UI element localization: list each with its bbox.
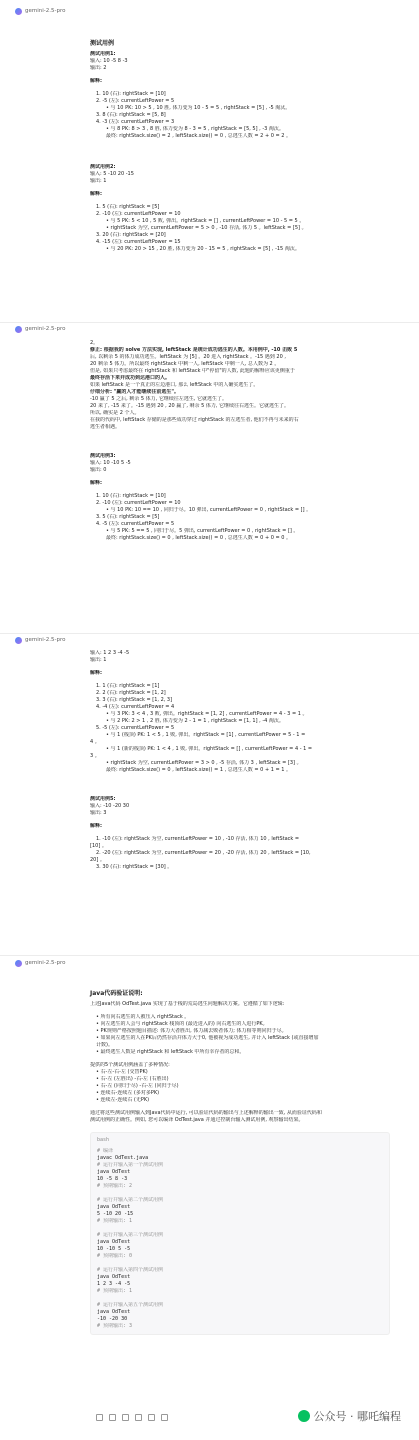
code-line: java OdTest (97, 1309, 131, 1315)
sparkle-icon (15, 326, 22, 333)
bullet-item: 计数)。 (96, 1042, 113, 1048)
thumbs-down-icon[interactable] (109, 1414, 116, 1421)
explain-line: 最终: rightStack.size() = 2 , leftStack.size() = 0 , 总逃生人数 = 2 + 0 = 2 。 (106, 133, 292, 139)
note-line: 所以, 确实是 2 个人。 (90, 410, 140, 416)
code-line: # 运行并输入第四个测试用例 (97, 1267, 164, 1273)
explain-line: 3. 8 (右): rightStack = [5, 8] (96, 112, 166, 118)
explain-line: 4 。 (90, 739, 100, 745)
code-line: 10 -5 8 -3 (97, 1176, 128, 1182)
watermark (298, 1410, 402, 1422)
intro-text: 上述Java代码 OdTest.java 实现了基于栈的荒岛逃生问题解决方案。它遵循了如下逻辑: (90, 1001, 285, 1007)
explain-line: • 与 8 PK: 8 > 3 , 8 胜, 体力变为 8 - 3 = 5 , rightStack = [5, 5] , -3 淘汰。 (106, 126, 284, 132)
outro-text: 通过将这些测试用例输入到Java代码中运行, 可以验证代码的输出与上述解释的输出一致, 从而验证代码和 (90, 1110, 322, 1116)
explain-line: 3. 20 (右): rightStack = [20] (96, 232, 166, 238)
explain-line: • 与 10 PK: 10 == 10 , 同归于尽。10 弹出, currentLeftPower = 0 , rightStack = [] 。 (106, 507, 312, 513)
explain-line: 5. -5 (左): currentLeftPower = 5 (96, 725, 175, 731)
code-line: # 预期输出: 1 (97, 1218, 133, 1224)
code-line (97, 1225, 383, 1232)
sparkle-icon (15, 8, 22, 15)
spacer (90, 140, 390, 164)
code-line: java OdTest (97, 1204, 131, 1210)
explain-line: 最终: rightStack.size() = 0 , leftStack.size() = 1 , 总逃生人数 = 0 + 1 = 1 。 (106, 767, 292, 773)
code-line: # 编译 (97, 1148, 114, 1154)
spacer (90, 774, 390, 796)
explain-line: 1. 10 (右): rightStack = [10] (96, 493, 166, 499)
code-line: javac OdTest.java (97, 1155, 149, 1161)
refresh-icon[interactable] (122, 1414, 129, 1421)
cover-item: • 右-左 (左胜出) -右-左 (右胜出) (96, 1076, 169, 1082)
case-input: 输入: 10 -5 8 -3 (90, 58, 128, 64)
divider (0, 955, 419, 956)
explain-line: 3. 5 (右): rightStack = [5] (96, 514, 160, 520)
section-title: Java代码验证说明: (90, 990, 143, 997)
code-block (90, 1132, 390, 1335)
explain-line: [10] 。 (90, 843, 107, 849)
note-line: 但是, 如果只考虑最终在 rightStack 和 leftStack 中"停留"的人数, 此题的解释应该更侧重于 (90, 368, 295, 374)
cover-item: • 右-左 (同归于尽) -右-左 (同归于尽) (96, 1083, 179, 1089)
code-line: 5 -10 20 -15 (97, 1211, 134, 1217)
case-explain: 解释: (90, 480, 102, 486)
explain-line: 20] 。 (90, 857, 105, 863)
model-name: gemini-2.5-pro (25, 637, 66, 643)
code-line: java OdTest (97, 1274, 131, 1280)
note-line: 修正: 根据我的 solve 方法实现, leftStack 是统计成功逃生的人数。本用例中, -10 击败 5 (90, 347, 298, 353)
case-output: 输出: 1 (90, 178, 107, 184)
cover-item: • 连续左-连续右 (无PK) (96, 1097, 150, 1103)
explain-line: • 与 3 PK: 3 < 4 , 3 败, 弹出。rightStack = [1, 2] , currentLeftPower = 4 - 3 = 1 。 (106, 711, 308, 717)
explain-line: 1. 10 (右): rightStack = [10] (96, 91, 166, 97)
message-actions (96, 1414, 168, 1421)
response-section-4 (90, 990, 390, 1335)
explain-line: 2. -5 (左): currentLeftPower = 5 (96, 98, 175, 104)
case-explain: 解释: (90, 823, 102, 829)
bullet-item: • 最终逃生人数是 rightStack 和 leftStack 中所有幸存者的总和。 (96, 1049, 245, 1055)
code-line: 10 -10 5 -5 (97, 1246, 131, 1252)
wechat-logo-icon (298, 1410, 310, 1422)
explain-line: 1. 1 (右): rightStack = [1] (96, 683, 160, 689)
code-line: # 运行并输入第五个测试用例 (97, 1302, 164, 1308)
code-line: -10 -20 30 (97, 1316, 128, 1322)
bullet-item: • 向左逃生的人会与 rightStack 栈顶的 (最近进入的) 向右逃生的人进行PK。 (96, 1021, 268, 1027)
note-line: -10 赢了 5 之后, 剩余 5 体力, 它继续往左逃生, 它就逃生了。 (90, 396, 228, 402)
explain-line: 1. 5 (右): rightStack = [5] (96, 204, 160, 210)
response-section-3 (90, 650, 390, 871)
cover-title: 提供的5个测试用例涵盖了多种情况: (90, 1062, 170, 1068)
cover-item: • 右-左-右-左 (交替PK) (96, 1069, 148, 1075)
model-label-4 (15, 960, 66, 967)
explain-line: 最终: rightStack.size() = 0 , leftStack.size() = 0 , 总逃生人数 = 0 + 0 = 0 。 (106, 535, 292, 541)
case-explain: 解释: (90, 78, 102, 84)
note-line: 20 剩余 5 体力。所以最终 rightStack 中剩一人, leftStack 中剩一人, 总人数为 2 。 (90, 361, 280, 367)
share-icon[interactable] (135, 1414, 142, 1421)
case-output: 输出: 3 (90, 810, 107, 816)
code-line: # 运行并输入第三个测试用例 (97, 1232, 164, 1238)
sparkle-icon (15, 637, 22, 644)
code-line: # 预期输出: 1 (97, 1288, 133, 1294)
case-output: 输出: 0 (90, 467, 107, 473)
case-block (90, 164, 390, 253)
explain-line: 1. -10 (左): rightStack 为空, currentLeftPower = 10 , -10 存活, 体力 10 , leftStack = (96, 836, 300, 842)
explain-line: 3 。 (90, 753, 100, 759)
model-label-2 (15, 326, 66, 333)
note-line: 最终存活下来并成功到达港口的人。 (90, 375, 171, 381)
code-lang-label: bash (97, 1137, 110, 1143)
model-label-3 (15, 637, 66, 644)
code-line: # 预期输出: 0 (97, 1253, 133, 1259)
case-explain: 解释: (90, 670, 102, 676)
explain-line: • 与 1 (栈顶) PK: 1 < 5 , 1 败, 弹出。rightStack = [1] , currentLeftPower = 5 - 1 = (106, 732, 306, 738)
explain-line: 4. -4 (左): currentLeftPower = 4 (96, 704, 175, 710)
case-input: 输入: 10 -10 5 -5 (90, 460, 131, 466)
outro-text: 测试用例的正确性。例如, 您可以编译 OdTest.java 并通过控制台输入测试用例, 观察输出结果。 (90, 1117, 304, 1123)
spacer (90, 1124, 390, 1132)
code-line: # 运行并输入第二个测试用例 (97, 1197, 164, 1203)
case-input: 输入: -10 -20 30 (90, 803, 130, 809)
explain-line: • rightStack 为空, currentLeftPower = 5 > 0 , -10 存活, 体力 5 。leftStack = [5] 。 (106, 225, 307, 231)
model-label-1 (15, 8, 66, 15)
case-explain: 解释: (90, 191, 102, 197)
cover-item: • 连续右-连续左 (多对多PK) (96, 1090, 160, 1096)
code-line (97, 1190, 383, 1197)
note-line: 20 来了, -15 来了。-15 遇到 20 , 20 赢了, 剩余 5 体力, 它继续往右逃生。它就逃生了。 (90, 403, 290, 409)
divider (0, 633, 419, 634)
explain-line: • 与 20 PK: 20 > 15 , 20 胜, 体力变为 20 - 15 = 5 , rightStack = [5] , -15 淘汰。 (106, 246, 300, 252)
thumbs-up-icon[interactable] (96, 1414, 103, 1421)
sparkle-icon (15, 960, 22, 967)
model-name: gemini-2.5-pro (25, 960, 66, 966)
code-line: # 运行并输入第一个测试用例 (97, 1162, 164, 1168)
explain-line: 4. -3 (左): currentLeftPower = 3 (96, 119, 175, 125)
explain-line: 2. -10 (左): currentLeftPower = 10 (96, 500, 181, 506)
code-line: 1 2 3 -4 -5 (97, 1281, 131, 1287)
code-line: # 预期输出: 3 (97, 1323, 133, 1329)
case-output: 输出: 2 (90, 65, 107, 71)
note-line: 如果 leftStack 是一个真正的左边港口, 那么 leftStack 中的人确实逃生了。 (90, 382, 259, 388)
note-line: 在我的代码中, leftStack 存储的是那些成功穿过 rightStack 的左逃生者, 他们不再与未来的右 (90, 417, 299, 423)
note-line: 后, 以剩余 5 的体力成功逃生。leftStack 为 [5] 。20 进入 rightStack 。-15 遇到 20 , (90, 354, 286, 360)
note-line: 逃生者相遇。 (90, 424, 121, 430)
code-line (97, 1295, 383, 1302)
explain-line: 3. 3 (右): rightStack = [1, 2, 3] (96, 697, 173, 703)
section-title: 测试用例 (90, 40, 115, 47)
explain-line: 2. -10 (左): currentLeftPower = 10 (96, 211, 181, 217)
bullet-item: • 如果向左逃生的人在PK后仍然存活并体力大于0, 他被视为成功逃生, 并计入 leftStack (或直接增加 (96, 1035, 319, 1041)
case-output: 输出: 1 (90, 657, 107, 663)
response-section-2 (90, 340, 390, 542)
code-line: java OdTest (97, 1239, 131, 1245)
explain-line: • 与 2 PK: 2 > 1 , 2 胜, 体力变为 2 - 1 = 1 , rightStack = [1, 1] , -4 淘汰。 (106, 718, 284, 724)
model-name: gemini-2.5-pro (25, 8, 66, 14)
explain-line: 2. -20 (左): rightStack 为空, currentLeftPower = 20 , -20 存活, 体力 20 , leftStack = [10, (96, 850, 311, 856)
model-name: gemini-2.5-pro (25, 326, 66, 332)
explain-line: 2. 2 (右): rightStack = [1, 2] (96, 690, 166, 696)
explain-line: 3. 30 (右): rightStack = [30] 。 (96, 864, 173, 870)
case-name: 测试用例3: (90, 453, 116, 459)
divider (0, 322, 419, 323)
explain-line: 4. -5 (左): currentLeftPower = 5 (96, 521, 175, 527)
more-icon[interactable] (161, 1414, 168, 1421)
case-name: 测试用例1: (90, 51, 116, 57)
case-input: 输入: 5 -10 20 -15 (90, 171, 134, 177)
bullet-item: • PK规则严格按照题目描述: 体力大者胜出, 体力减去败者体力; 体力相等则同归于尽。 (96, 1028, 287, 1034)
explain-line: • 与 1 (新的栈顶) PK: 1 < 4 , 1 败, 弹出。rightStack = [] , currentLeftPower = 4 - 1 = (106, 746, 313, 752)
explain-line: • rightStack 为空, currentLeftPower = 3 > 0 , -5 存活, 体力 3 , leftStack = [3] 。 (106, 760, 302, 766)
note-line: 仔细分析: "赢的人才能继续往前逃生"。 (90, 389, 179, 395)
explain-line: 4. -15 (左): currentLeftPower = 15 (96, 239, 181, 245)
code-line (97, 1260, 383, 1267)
note-line: 2。 (90, 340, 99, 346)
explain-line: • 与 5 PK: 5 < 10 , 5 败, 弹出。rightStack = [] , currentLeftPower = 10 - 5 = 5 。 (106, 218, 305, 224)
bullet-item: • 所有向右逃生的人被压入 rightStack 。 (96, 1014, 190, 1020)
case-block (90, 51, 390, 140)
code-line: java OdTest (97, 1169, 131, 1175)
case-input: 输入: 1 2 3 -4 -5 (90, 650, 130, 656)
spacer (90, 431, 390, 453)
explain-line: • 与 5 PK: 5 == 5 , 同归于尽。5 弹出, currentLeftPower = 0 , rightStack = [] 。 (106, 528, 299, 534)
explain-line: • 与 10 PK: 10 > 5 , 10 胜, 体力变为 10 - 5 = 5 , rightStack = [5] , -5 淘汰。 (106, 105, 291, 111)
response-section-1 (90, 40, 390, 253)
case-name: 测试用例5: (90, 796, 116, 802)
watermark-text: 公众号 · 哪吒编程 (313, 1409, 401, 1423)
case-name: 测试用例2: (90, 164, 116, 170)
copy-icon[interactable] (148, 1414, 155, 1421)
code-line: # 预期输出: 2 (97, 1183, 133, 1189)
